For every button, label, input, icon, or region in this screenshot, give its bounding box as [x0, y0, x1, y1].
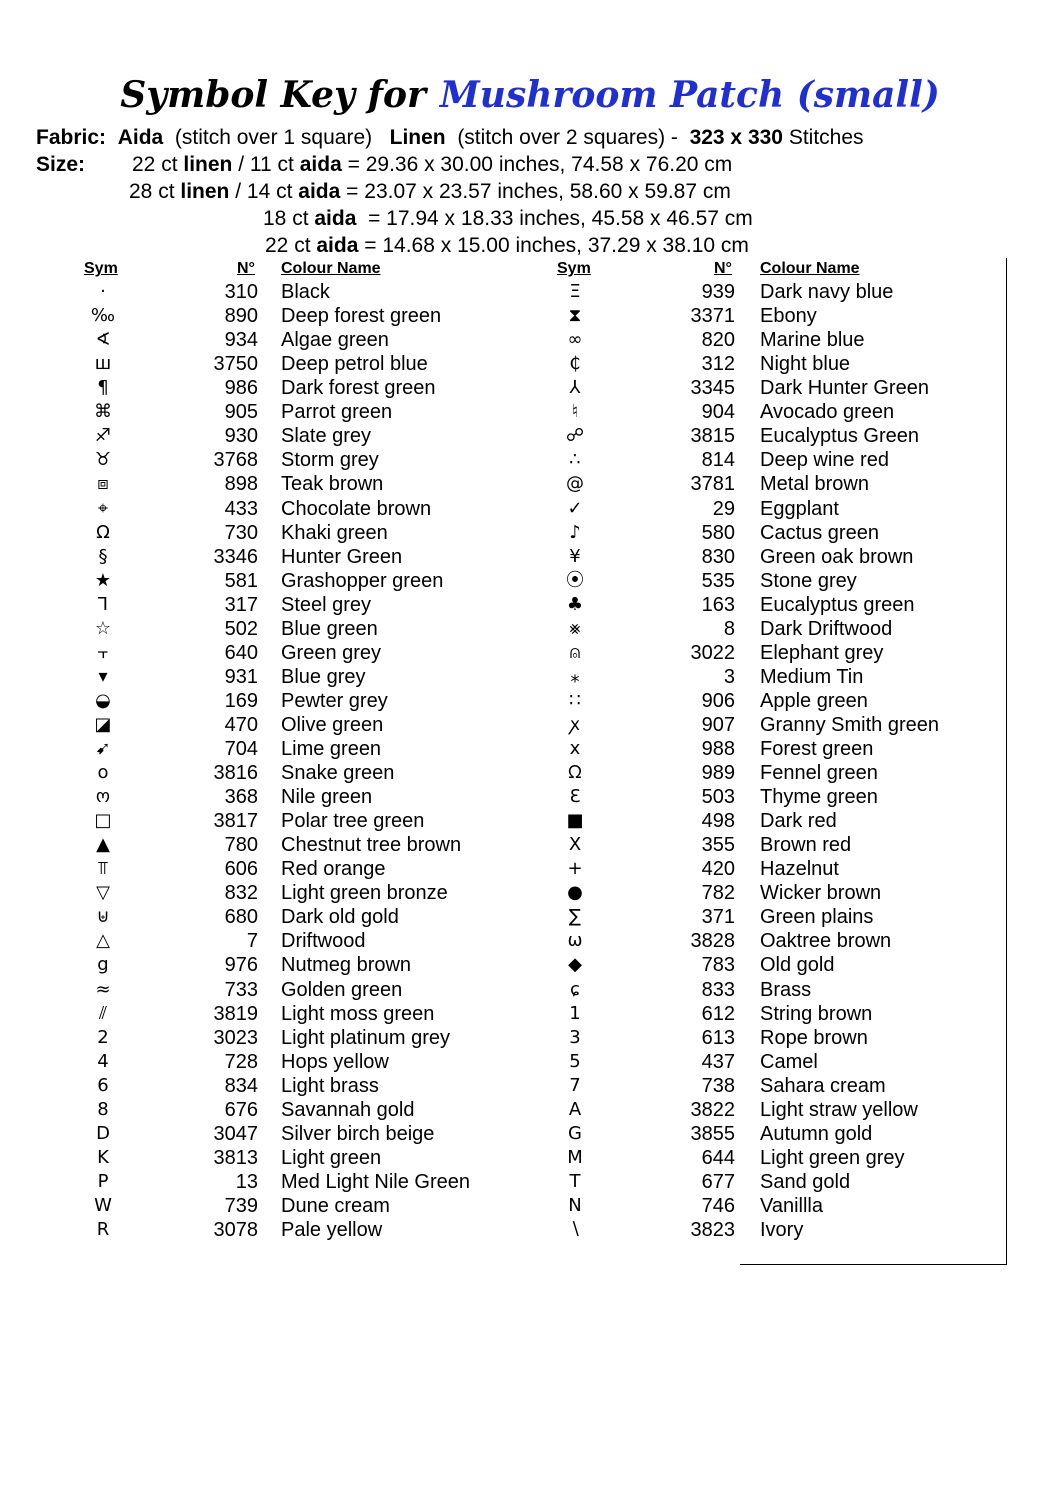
symbol-glyph: 3: [569, 1026, 581, 1048]
colour-name: Dune cream: [281, 1194, 390, 1217]
colour-name: Eucalyptus Green: [760, 425, 919, 448]
symbol-glyph: @: [566, 473, 584, 495]
floss-number: 3819: [213, 1002, 258, 1025]
colour-name: Teak brown: [281, 473, 384, 496]
stitch-count: 323 x 330: [689, 126, 783, 149]
colour-name: Wicker brown: [760, 882, 882, 905]
colour-name: Chestnut tree brown: [281, 834, 462, 857]
fabric-linen-note: (stitch over 2 squares) -: [457, 126, 678, 149]
symbol-glyph: ♪: [569, 521, 581, 543]
table-bottom-border: [740, 1264, 1007, 1265]
symbol-glyph: ₵: [569, 353, 581, 375]
colour-name: Golden green: [281, 978, 403, 1001]
symbol-glyph: ⌖: [97, 497, 109, 519]
colour-name: String brown: [760, 1002, 873, 1025]
symbol-glyph: x: [569, 738, 581, 759]
colour-name: Ivory: [760, 1219, 804, 1241]
colour-name: Blue green: [281, 617, 378, 640]
floss-number: 3371: [690, 305, 735, 328]
colour-name: Avocado green: [760, 401, 895, 424]
symbol-glyph: o: [97, 762, 109, 783]
floss-number: 580: [701, 521, 735, 544]
floss-number: 930: [224, 425, 258, 448]
symbol-glyph: ◆: [568, 954, 582, 976]
colour-name: Sahara cream: [760, 1074, 886, 1097]
colour-name: Medium Tin: [760, 665, 864, 688]
floss-number: 3813: [213, 1146, 258, 1169]
floss-number: 905: [224, 401, 258, 424]
colour-name: Pale yellow: [281, 1219, 383, 1241]
colour-name: Light straw yellow: [760, 1098, 918, 1121]
colour-name: Cactus green: [760, 521, 879, 544]
symbol-glyph: N: [568, 1194, 582, 1216]
symbol-glyph: ⫟: [97, 641, 109, 663]
colour-name: Parrot green: [281, 401, 393, 424]
floss-number: 739: [224, 1194, 258, 1217]
floss-number: 612: [701, 1002, 735, 1025]
colour-name: Dark forest green: [281, 377, 436, 400]
fabric-linen: Linen: [389, 126, 446, 149]
colour-name: Lime green: [281, 738, 382, 760]
colour-name: Forest green: [760, 738, 874, 760]
colour-name: Light platinum grey: [281, 1026, 450, 1049]
colour-name: Night blue: [760, 353, 851, 376]
colour-name: Rope brown: [760, 1026, 868, 1049]
colour-name: Green oak brown: [760, 545, 914, 568]
colour-name: Vanillla: [760, 1194, 823, 1217]
floss-number: 3768: [213, 449, 258, 472]
floss-number: 3815: [690, 425, 735, 448]
floss-number: 312: [701, 353, 735, 376]
floss-number: 834: [224, 1074, 258, 1097]
symbol-glyph: G: [568, 1122, 582, 1144]
symbol-glyph: ш: [94, 353, 112, 375]
size-line: 22 ct aida = 14.68 x 15.00 inches, 37.29 x 38.10 cm: [265, 234, 749, 257]
symbol-glyph: ⊎: [96, 906, 110, 928]
symbol-glyph: ⧈: [97, 473, 109, 495]
floss-number: 904: [701, 401, 735, 424]
colour-name: Light moss green: [281, 1002, 435, 1025]
symbol-glyph: ∞: [567, 329, 583, 351]
floss-number: 989: [701, 762, 735, 784]
colour-name: Hops yellow: [281, 1050, 389, 1073]
symbol-glyph: ⁎: [570, 665, 580, 687]
floss-number: 830: [701, 545, 735, 568]
colour-name: Sand gold: [760, 1170, 851, 1193]
title-prefix: Symbol Key for: [120, 74, 426, 116]
symbol-glyph: ★: [94, 569, 112, 591]
symbol-glyph: A: [568, 1098, 582, 1120]
colour-name: Snake green: [281, 762, 395, 784]
symbol-glyph: ♉: [94, 449, 112, 471]
colour-name: Apple green: [760, 689, 868, 712]
floss-number: 986: [224, 377, 258, 400]
floss-number: 833: [701, 978, 735, 1001]
symbol-glyph: ¥: [569, 545, 581, 567]
floss-number: 13: [235, 1170, 258, 1193]
floss-number: 680: [224, 906, 258, 929]
symbol-glyph: ☆: [94, 617, 112, 639]
floss-number: 581: [224, 569, 258, 592]
colour-name: Elephant grey: [760, 641, 884, 664]
header-num-left: N°: [237, 260, 255, 277]
symbol-glyph: ∑: [568, 906, 582, 928]
colour-name: Light brass: [281, 1074, 379, 1097]
symbol-glyph: ▲: [96, 834, 110, 856]
symbol-glyph: K: [97, 1146, 109, 1168]
symbol-glyph: ⧗: [568, 305, 582, 327]
floss-number: 163: [701, 593, 735, 616]
colour-name: Nile green: [281, 786, 373, 808]
symbol-glyph: ♣: [566, 593, 584, 615]
symbol-glyph: ♮: [571, 401, 579, 423]
floss-number: 498: [701, 810, 735, 833]
symbol-glyph: 8: [97, 1098, 109, 1120]
symbol-glyph: ꓶ: [97, 593, 109, 615]
symbol-glyph: ⨳: [569, 617, 581, 639]
symbol-glyph: R: [96, 1219, 110, 1240]
symbol-glyph: ᘯ: [568, 762, 582, 783]
colour-name: Deep wine red: [760, 449, 889, 472]
header-num-right: N°: [714, 260, 732, 277]
symbol-glyph: ➹: [95, 738, 111, 759]
colour-name: Chocolate brown: [281, 497, 432, 520]
colour-name: Green plains: [760, 906, 874, 929]
header-sym-right: Sym: [557, 260, 591, 277]
header-name-left: Colour Name: [281, 260, 381, 277]
colour-name: Marine blue: [760, 329, 865, 352]
floss-number: 820: [701, 329, 735, 352]
header-sym-left: Sym: [84, 260, 118, 277]
symbol-glyph: ■: [566, 810, 584, 832]
floss-number: 907: [701, 713, 735, 736]
floss-number: 3047: [213, 1122, 258, 1145]
symbol-glyph: ∖: [569, 1219, 581, 1240]
colour-name: Green grey: [281, 641, 382, 664]
colour-name: Slate grey: [281, 425, 372, 448]
floss-number: 3346: [213, 545, 258, 568]
floss-number: 782: [701, 882, 735, 905]
symbol-glyph: ∢: [95, 329, 111, 351]
colour-name: Storm grey: [281, 449, 379, 472]
floss-number: 3345: [690, 377, 735, 400]
colour-name: Dark red: [760, 810, 837, 833]
floss-number: 934: [224, 329, 258, 352]
colour-name: Light green: [281, 1146, 382, 1169]
symbol-glyph: ⌘: [94, 401, 112, 423]
colour-name: Med Light Nile Green: [281, 1170, 470, 1193]
size-line: 18 ct aida = 17.94 x 18.33 inches, 45.58 x 46.57 cm: [263, 207, 753, 230]
symbol-glyph: W: [94, 1194, 112, 1216]
size-label-line: [36, 153, 85, 177]
table-right-border: [1006, 258, 1007, 1264]
colour-name: Dark Hunter Green: [760, 377, 929, 400]
floss-number: 3022: [690, 641, 735, 664]
symbol-glyph: Ɛ: [569, 786, 581, 807]
colour-name: Camel: [760, 1050, 818, 1073]
title-pattern-name: Mushroom Patch (small): [439, 74, 940, 116]
symbol-glyph: ⫽: [98, 1002, 108, 1024]
floss-number: 814: [701, 449, 735, 472]
floss-number: 738: [701, 1074, 735, 1097]
colour-name: Light green grey: [760, 1146, 905, 1169]
colour-name: Dark old gold: [281, 906, 399, 929]
floss-number: 728: [224, 1050, 258, 1073]
colour-name: Polar tree green: [281, 810, 425, 833]
colour-name: Ebony: [760, 305, 817, 328]
colour-name: Dark navy blue: [760, 281, 894, 303]
symbol-glyph: ⦿: [566, 569, 584, 591]
floss-number: 535: [701, 569, 735, 592]
floss-number: 420: [701, 858, 735, 881]
symbol-glyph: ●: [567, 882, 583, 904]
symbol-glyph: ◪: [94, 713, 112, 735]
symbol-glyph: ω: [567, 930, 583, 952]
symbol-glyph: 2: [97, 1026, 109, 1048]
colour-name: Thyme green: [760, 786, 878, 808]
symbol-glyph: 1: [569, 1002, 581, 1024]
size-line: 22 ct linen / 11 ct aida = 29.36 x 30.00 inches, 74.58 x 76.20 cm: [132, 153, 733, 176]
floss-number: 3822: [690, 1098, 735, 1121]
symbol-glyph: □: [94, 810, 112, 832]
floss-number: 7: [246, 930, 258, 953]
fabric-aida: Aida: [117, 126, 164, 149]
floss-number: 3855: [690, 1122, 735, 1145]
symbol-glyph: ≈: [95, 978, 111, 1000]
symbol-glyph: ‰: [90, 305, 116, 327]
colour-name: Blue grey: [281, 665, 366, 688]
floss-number: 3828: [690, 930, 735, 953]
floss-number: 613: [701, 1026, 735, 1049]
floss-number: 988: [701, 738, 735, 760]
symbol-glyph: 7: [569, 1074, 581, 1096]
colour-name: Pewter grey: [281, 689, 388, 712]
colour-name: Deep petrol blue: [281, 353, 428, 376]
floss-number: 3781: [690, 473, 735, 496]
symbol-glyph: ⍝: [569, 641, 581, 663]
floss-number: 3823: [690, 1219, 735, 1241]
floss-number: 8: [723, 617, 735, 640]
floss-number: 906: [701, 689, 735, 712]
floss-number: 29: [712, 497, 735, 520]
colour-name: Metal brown: [760, 473, 869, 496]
symbol-glyph: ო: [95, 786, 111, 807]
floss-number: 3023: [213, 1026, 258, 1049]
floss-number: 676: [224, 1098, 258, 1121]
floss-number: 437: [701, 1050, 735, 1073]
colour-name: Brown red: [760, 834, 852, 857]
symbol-glyph: ⫪: [97, 858, 109, 880]
floss-number: 3: [723, 665, 735, 688]
colour-name: Olive green: [281, 713, 384, 736]
floss-number: 317: [224, 593, 258, 616]
floss-number: 502: [224, 617, 258, 640]
colour-name: Stone grey: [760, 569, 857, 592]
symbol-glyph: ♐: [94, 425, 112, 447]
symbol-glyph: §: [98, 545, 108, 567]
stitch-label: Stitches: [788, 126, 864, 149]
header-name-right: Colour Name: [760, 260, 860, 277]
symbol-glyph: P: [97, 1170, 109, 1192]
symbol-glyph: ∷: [569, 689, 581, 711]
symbol-glyph: ⅄: [569, 377, 581, 399]
floss-number: 783: [701, 954, 735, 977]
colour-name: Eggplant: [760, 497, 839, 520]
colour-name: Hazelnut: [760, 858, 839, 881]
floss-number: 644: [701, 1146, 735, 1169]
colour-name: Brass: [760, 978, 812, 1001]
colour-name: Deep forest green: [281, 305, 442, 328]
floss-number: 3817: [213, 810, 258, 833]
floss-number: 3816: [213, 762, 258, 784]
floss-number: 169: [224, 689, 258, 712]
symbol-glyph: ɕ: [570, 978, 580, 1000]
floss-number: 898: [224, 473, 258, 496]
floss-number: 470: [224, 713, 258, 736]
symbol-glyph: ✓: [567, 497, 583, 519]
fabric-label: Fabric:: [36, 126, 107, 149]
colour-name: Steel grey: [281, 593, 372, 616]
colour-name: Algae green: [281, 329, 389, 352]
symbol-glyph: ▽: [96, 882, 110, 904]
colour-name: Dark Driftwood: [760, 617, 893, 640]
floss-number: 3750: [213, 353, 258, 376]
floss-number: 890: [224, 305, 258, 328]
floss-number: 939: [701, 281, 735, 303]
symbol-glyph: M: [567, 1146, 583, 1168]
floss-number: 3078: [213, 1219, 258, 1241]
floss-number: 976: [224, 954, 258, 977]
colour-name: Light green bronze: [281, 882, 448, 905]
colour-name: Grashopper green: [281, 569, 444, 592]
symbol-glyph: Ⅹ: [568, 834, 582, 856]
floss-number: 310: [224, 281, 258, 303]
symbol-glyph: ·: [100, 281, 106, 302]
colour-name: Khaki green: [281, 521, 388, 544]
floss-number: 931: [224, 665, 258, 688]
colour-name: Oaktree brown: [760, 930, 892, 953]
symbol-glyph: +: [567, 858, 583, 880]
symbol-glyph: Ξ: [569, 281, 581, 302]
page-title: [0, 74, 1060, 116]
symbol-glyph: ▾: [98, 665, 108, 687]
colour-name: Eucalyptus green: [760, 593, 915, 616]
floss-number: 368: [224, 786, 258, 808]
floss-number: 746: [701, 1194, 735, 1217]
colour-name: Old gold: [760, 954, 835, 977]
symbol-glyph: ◒: [95, 689, 111, 711]
floss-number: 733: [224, 978, 258, 1001]
colour-name: Red orange: [281, 858, 386, 881]
size-label: Size:: [36, 153, 86, 176]
floss-number: 704: [224, 738, 258, 760]
colour-name: Fennel green: [760, 762, 878, 784]
symbol-glyph: 5: [569, 1050, 581, 1072]
floss-number: 371: [701, 906, 735, 929]
symbol-glyph: 6: [97, 1074, 109, 1096]
colour-name: Black: [281, 281, 330, 303]
symbol-glyph: g: [97, 954, 109, 976]
fabric-line: [36, 126, 864, 150]
symbol-glyph: ꭗ: [570, 713, 580, 735]
fabric-aida-note: (stitch over 1 square): [174, 126, 373, 149]
floss-number: 730: [224, 521, 258, 544]
colour-name: Granny Smith green: [760, 713, 939, 736]
symbol-glyph: ☍: [565, 425, 585, 447]
colour-name: Autumn gold: [760, 1122, 873, 1145]
symbol-glyph: Ω: [96, 521, 110, 543]
symbol-glyph: ¶: [97, 377, 109, 399]
colour-name: Savannah gold: [281, 1098, 415, 1121]
symbol-glyph: D: [96, 1122, 110, 1144]
symbol-glyph: T: [569, 1170, 581, 1192]
symbol-glyph: ∴: [569, 449, 581, 471]
colour-name: Nutmeg brown: [281, 954, 412, 977]
floss-number: 780: [224, 834, 258, 857]
colour-name: Silver birch beige: [281, 1122, 435, 1145]
symbol-glyph: 4: [97, 1050, 109, 1072]
floss-number: 503: [701, 786, 735, 808]
floss-number: 433: [224, 497, 258, 520]
size-line: 28 ct linen / 14 ct aida = 23.07 x 23.57 inches, 58.60 x 59.87 cm: [129, 180, 731, 203]
floss-number: 606: [224, 858, 258, 881]
colour-name: Hunter Green: [281, 545, 403, 568]
floss-number: 832: [224, 882, 258, 905]
symbol-glyph: △: [96, 930, 110, 952]
colour-name: Driftwood: [281, 930, 366, 953]
floss-number: 355: [701, 834, 735, 857]
floss-number: 677: [701, 1170, 735, 1193]
floss-number: 640: [224, 641, 258, 664]
